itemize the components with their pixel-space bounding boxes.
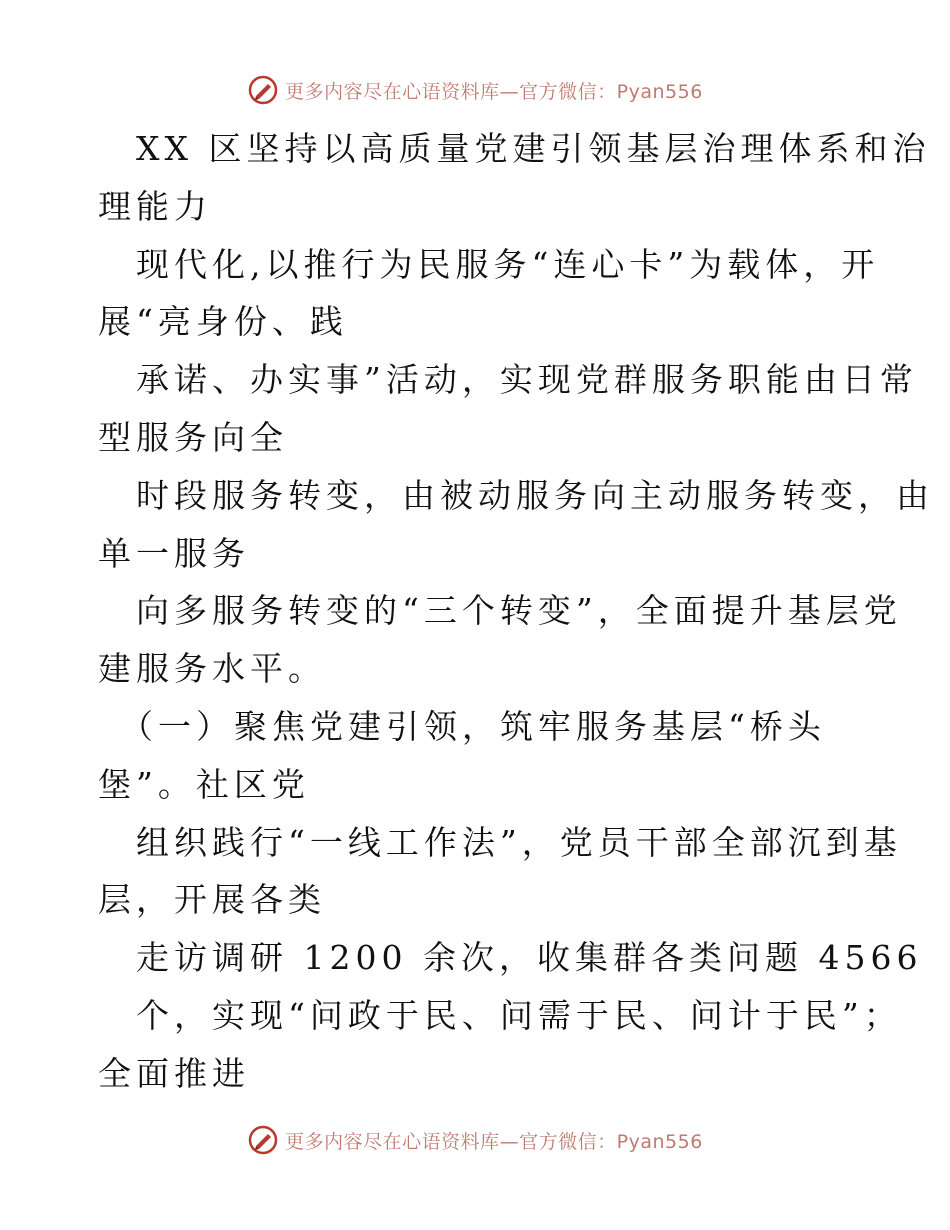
- text-line: XX 区坚持以高质量党建引领基层治理体系和治: [136, 129, 931, 168]
- watermark-text: 更多内容尽在心语资料库—官方微信：Pyan556: [285, 80, 703, 103]
- text-line: 全面推进: [98, 1053, 250, 1093]
- text-line: 展“亮身份、践: [98, 302, 348, 342]
- watermark-text: 更多内容尽在心语资料库—官方微信：Pyan556: [285, 1130, 703, 1153]
- text-line: 组织践行“一线工作法”，党员干部全部沉到基: [136, 822, 902, 862]
- text-line: 单一服务: [98, 533, 250, 573]
- red-pen-circle-logo: [247, 74, 279, 106]
- section-heading-line: （一）聚焦党建引领，筑牢服务基层“桥头: [120, 706, 826, 746]
- text-line: 堡”。社区党: [98, 764, 310, 804]
- footer-watermark: [0, 1120, 950, 1160]
- red-pen-circle-logo: [247, 1124, 279, 1156]
- text-line: 个，实现“问政于民、问需于民、问计于民”；: [136, 995, 902, 1035]
- text-line: 承诺、办实事”活动，实现党群服务职能由日常: [136, 360, 918, 400]
- text-line: 层，开展各类: [98, 880, 326, 920]
- text-line: 时段服务转变，由被动服务向主动服务转变，由: [136, 475, 934, 515]
- text-line: 理能力: [98, 186, 212, 226]
- document-body: [98, 120, 934, 1103]
- text-line: 走访调研 1200 余次，收集群各类问题 4566: [136, 938, 923, 978]
- text-line: 型服务向全: [98, 417, 288, 457]
- text-line: 建服务水平。: [98, 649, 326, 689]
- text-line: 现代化,以推行为民服务“连心卡”为载体，开: [136, 244, 880, 284]
- header-watermark: [0, 70, 950, 110]
- text-line: 向多服务转变的“三个转变”，全面提升基层党: [136, 591, 902, 631]
